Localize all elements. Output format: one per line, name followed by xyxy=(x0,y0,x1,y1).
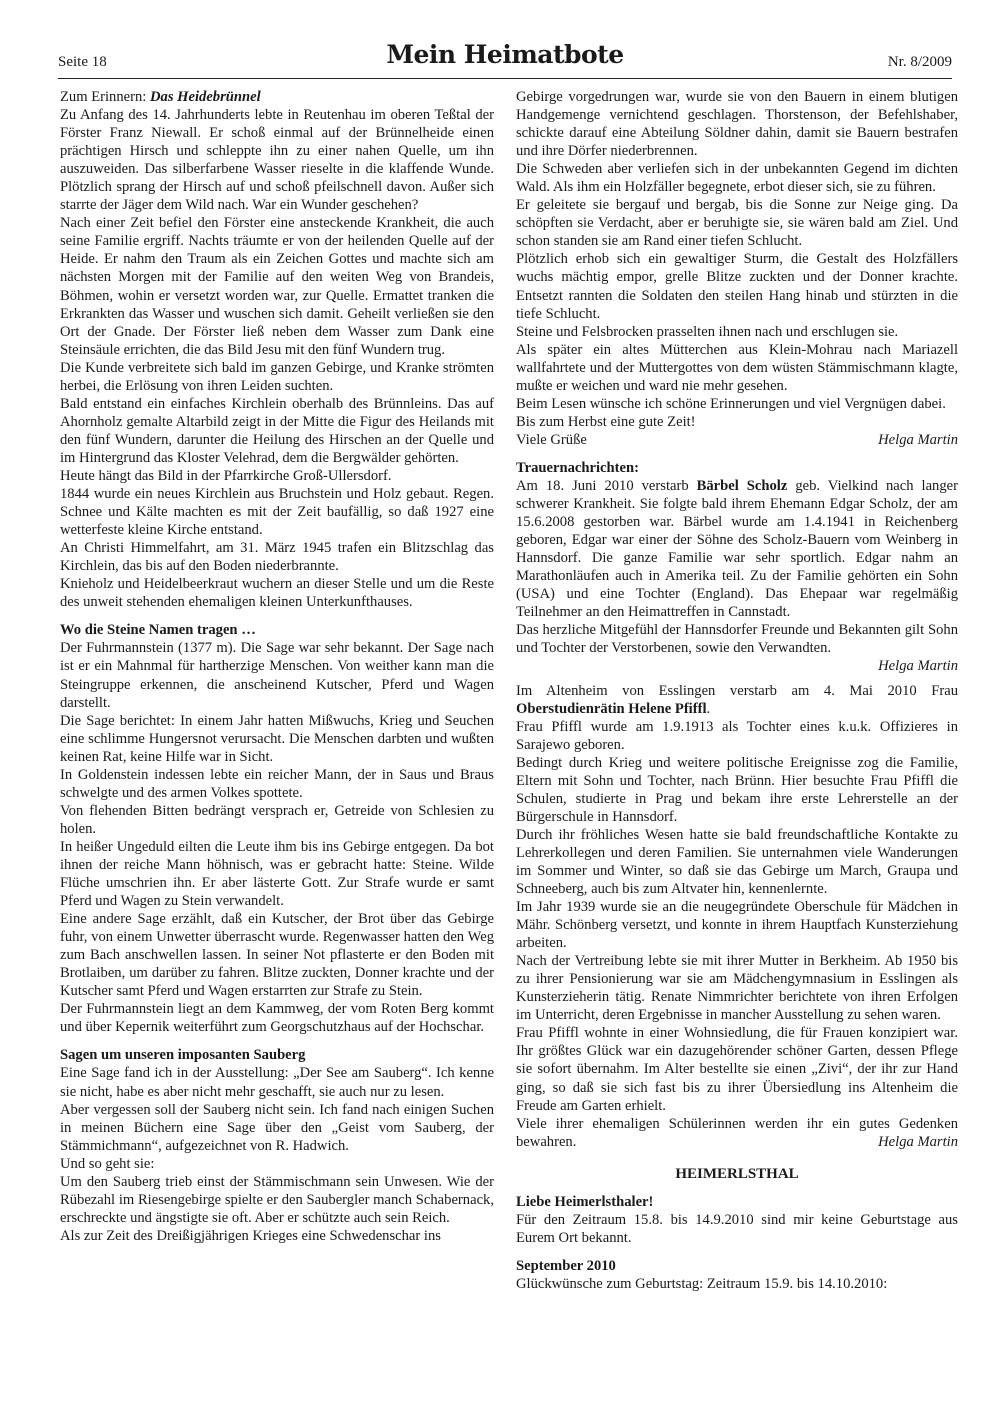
author-signature: Helga Martin xyxy=(878,1133,958,1150)
liebe-heading: Liebe Heimerlsthaler! xyxy=(516,1193,654,1210)
page-number: Seite 18 xyxy=(58,54,107,70)
obituary-pfiffl xyxy=(516,682,958,718)
paragraph: In heißer Ungeduld eilten die Leute ihm bis ins Gebirge entgegen. Da bot ihnen der reiche Mann höhnisch, was er gebracht hatte: Steine. Wilde Flüche umschrien ihn. Er aber lästerte Gott. Zur Strafe wurde er samt Pferd und Wagen zu Stein verwandelt. xyxy=(60,838,494,910)
paragraph: Knieholz und Heidelbeerkraut wuchern an dieser Stelle und um die Reste des unweit stehenden ehemaligen kleinen Unterkunfthauses. xyxy=(60,576,494,611)
paragraph: Die Sage berichtet: In einem Jahr hatten Mißwuchs, Krieg und Seuchen eine schlimme Hungersnot verursacht. Die Menschen darbten und wußten keinen Rat, keine Hilfe war in Sicht. xyxy=(60,712,494,765)
paragraph: Nach der Vertreibung lebte sie mit ihrer Mutter in Berkheim. Ab 1950 bis zu ihrer Pensionierung war sie am Mädchengymnasium in Esslingen als Kunsterzieherin tätig. Renate Nimmrichter berichtete von ihren Erfolgen im Unterricht, deren Ergebnisse in mancher Ausstellung zu sehen waren. xyxy=(516,953,958,1024)
paragraph: Als zur Zeit des Dreißigjährigen Krieges eine Schwedenschar ins xyxy=(60,1227,441,1244)
trauer-heading: Trauernachrichten: xyxy=(516,459,639,476)
header-rule xyxy=(58,78,952,79)
greeting: Viele Grüße xyxy=(516,431,587,448)
author-signature: Helga Martin xyxy=(878,431,958,448)
erinnern-title: Das Heidebrünnel xyxy=(149,89,261,105)
paragraph: Bis zum Herbst eine gute Zeit! xyxy=(516,413,696,430)
paragraph: Um den Sauberg trieb einst der Stämmischmann sein Unwesen. Wie der Rübezahl im Riesengebirge spielte er den Saubergler manch Schabernack, erschreckte und ängstigte sie oft. Aber er schützte auch sein Reich. xyxy=(60,1173,494,1226)
paragraph: Das herzliche Mitgefühl der Hannsdorfer Freunde und Bekannten gilt Sohn und Tochter der Verstorbenen, sowie den Verwandten. xyxy=(516,622,958,657)
paragraph: In Goldenstein indessen lebte ein reicher Mann, der in Saus und Braus schwelgte und des armen Volkes spottete. xyxy=(60,766,494,801)
section-heading-heimerlsthal: HEIMERLSTHAL xyxy=(675,1165,799,1182)
paragraph: Die Schweden aber verliefen sich in der unbekannten Gegend im dichten Wald. Als ihm ein Holzfäller begegnete, erbot dieser sich, sie zu führen. xyxy=(516,161,958,196)
paragraph: Viele ihrer ehemaligen Schülerinnen werden ihr ein gutes Gedenken bewahren. xyxy=(516,1115,958,1150)
paragraph: Frau Pfiffl wurde am 1.9.1913 als Tochter eines k.u.k. Offizieres in Sarajewo geboren. xyxy=(516,718,958,753)
signature-line xyxy=(516,657,958,675)
left-column xyxy=(60,88,494,1245)
paragraph: Bald entstand ein einfaches Kirchlein oberhalb des Brünnleins. Das auf Ahornholz gemalte Altarbild zeigt in der Mitte die Figur des Heilands mit den fünf Wundern, darunter die Heilung des Hirschen an der Quelle und im Hintergrund das Kloster Velehrad, dem die Bergwälder gehörten. xyxy=(60,395,494,466)
paragraph: Die Kunde verbreitete sich bald im ganzen Gebirge, und Kranke strömten herbei, die Erlösung von ihren Leiden suchten. xyxy=(60,359,494,394)
paragraph: Bedingt durch Krieg und weitere politische Ereignisse zog die Familie, Eltern mit Sohn und Tochter, nach Brünn. Hier besuchte Frau Pfiffl die Schulen, studierte in Prag und bekam ihre erste Lehrerstelle an der Bürgerschule in Hannsdorf. xyxy=(516,754,958,825)
issue-number: Nr. 8/2009 xyxy=(887,54,952,70)
paragraph: Zu Anfang des 14. Jahrhunderts lebte in Reutenhau im oberen Teßtal der Förster Franz Niewall. Er schoß einmal auf der Brünnelheide einen prächtigen Hirsch und schleppte ihn zu einer nahen Quelle, um ihn auszuweiden. Das silberfarbene Wasser rieselte in die klaffende Wunde. Plötzlich sprang der Hirsch auf und schoß pfeilschnell davon. Außer sich starrte der Jäger dem Wild nach. War ein Wunder geschehen? xyxy=(60,107,494,214)
deceased-name: Oberstudienrätin Helene Pfiffl xyxy=(516,700,707,717)
paragraph: 1844 wurde ein neues Kirchlein aus Bruchstein und Holz gebaut. Regen. Schnee und Kälte machten es mit der Zeit baufällig, so daß 1927 eine wetterfeste kleine Kirche entstand. xyxy=(60,486,494,539)
paragraph: Frau Pfiffl wohnte in einer Wohnsiedlung, die für Frauen konzipiert war. Ihr größtes Glück war ein dazugehörender schöner Garten, dessen Pflege sie sofort übernahm. Im Alter bestellte sie einen „Zivi“, der ihr zur Hand ging, so daß sie sich fast bis zu ihrer Übersiedlung ins Altenheim die Freude am Garten erhielt. xyxy=(516,1025,958,1114)
signature-line xyxy=(516,431,958,449)
sauberg-heading: Sagen um unseren imposanten Sauberg xyxy=(60,1047,306,1064)
text-run: geb. Vielkind nach langer schwerer Krankheit. Sie folgte bald ihrem Ehemann Edgar Scholz, der am 15.6.2008 gestorben war. Bärbel wurde am 1.4.1941 in Reichenberg geboren, Edgar war einer der Söhne des Scholz-Bauern vom Weinberg in Hannsdorf. Die ganze Familie war sehr sportlich. Edgar nahm an Marathonläufen auch in Amerika teil. Zu der Familie gehörten ein Sohn (USA) und eine Tochter (England). Das Ehepaar war regelmäßig Teilnehmer an den Heimattreffen in Cannstadt. xyxy=(516,477,958,621)
paragraph: Gebirge vorgedrungen war, wurde sie von den Bauern in einem blutigen Handgemenge vernichtend geschlagen. Thorstenson, der Befehlshaber, schickte darauf eine Abteilung Söldner dahin, damit sie Bauern bestrafen und ihre Dörfer niederbrennen. xyxy=(516,89,958,160)
author-signature: Helga Martin xyxy=(878,658,958,675)
paragraph: Steine und Felsbrocken prasselten ihnen nach und erschlugen sie. xyxy=(516,323,899,340)
paragraph: Eine Sage fand ich in der Ausstellung: „Der See am Sauberg“. Ich kenne sie nicht, habe es aber nicht mehr geschafft, sie auch nur zu lesen. xyxy=(60,1065,494,1100)
paragraph: Und so geht sie: xyxy=(60,1155,155,1172)
paragraph: Heute hängt das Bild in der Pfarrkirche Groß-Ullersdorf. xyxy=(60,467,392,484)
paragraph: Nach einer Zeit befiel den Förster eine ansteckende Krankheit, die auch seine Familie ergriff. Nachts träumte er von der heilenden Quelle auf der Heide. Er nahm den Traum als ein Zeichen Gottes und machte sich am nächsten Morgen mit der Familie auf den weiten Weg von Brandeis, Böhmen, wohin er versetzt worden war, zur Quelle. Ermattet tranken die Erkrankten das Wasser und wuschen sich damit. Geheilt verließen sie den Ort der Gnade. Der Förster ließ neben dem Wasser zum Dank eine Steinsäule errichten, die das Bild Jesu mit den fünf Wundern trug. xyxy=(60,215,494,358)
page-header xyxy=(58,40,952,82)
paragraph: Aber vergessen soll der Sauberg nicht sein. Ich fand nach einigen Suchen in meinen Büchern eine Sage über den „Geist vom Sauberg, der Stämmichmann“, aufgezeichnet von R. Hadwich. xyxy=(60,1101,494,1154)
newspaper-masthead: Mein Heimatbote xyxy=(386,40,624,69)
paragraph: Eine andere Sage erzählt, daß ein Kutscher, der Brot über das Gebirge fuhr, von einem Unwetter überrascht wurde. Regenwasser hatten den Weg zum Bach anschwellen lassen. In seiner Not pflasterte er den Boden mit Brotlaiben, um darüber zu fahren. Blitze zuckten, Donner krachte und der Kutscher samt Pferd und Wagen erstarrten zur Strafe zu Stein. xyxy=(60,911,494,1000)
paragraph: Der Fuhrmannstein (1377 m). Die Sage war sehr bekannt. Der Sage nach ist er ein Mahnmal für hartherzige Menschen. Von weither kann man die Steingruppe erkennen, die anscheinend Kutscher, Pferd und Wagen darstellt. xyxy=(60,640,494,711)
paragraph: An Christi Himmelfahrt, am 31. März 1945 trafen ein Blitzschlag das Kirchlein, das bis auf den Boden niederbrannte. xyxy=(60,540,494,575)
text-run: . xyxy=(706,700,711,717)
paragraph: Von flehenden Bitten bedrängt versprach er, Getreide von Schlesien zu holen. xyxy=(60,802,494,837)
obituary-scholz xyxy=(516,477,958,621)
paragraph: Durch ihr fröhliches Wesen hatte sie bald freundschaftliche Kontakte zu Lehrerkollegen und deren Familien. Sie unternahmen viele Wanderungen im Sommer und Winter, so daß sie das Gebirge um March, Graupa und Schneeberg, auch bis zum Altvater hin, kennenlernte. xyxy=(516,826,958,898)
erinnern-label: Zum Erinnern: xyxy=(60,89,150,105)
right-column xyxy=(516,88,958,1293)
steine-heading: Wo die Steine Namen tragen … xyxy=(60,622,256,639)
erinnern-heading xyxy=(60,88,494,106)
paragraph: Glückwünsche zum Geburtstag: Zeitraum 15.9. bis 14.10.2010: xyxy=(516,1276,888,1292)
text-run: Im Altenheim von Esslingen verstarb am 4. Mai 2010 Frau xyxy=(516,682,958,699)
paragraph: Er geleitete sie bergauf und bergab, bis die Sonne zur Neige ging. Da schöpften sie Verdacht, aber er beruhigte sie, sie wären bald am Ziel. Und schon standen sie am Rand einer tiefen Schlucht. xyxy=(516,197,958,250)
text-run: Am 18. Juni 2010 verstarb xyxy=(516,477,697,494)
paragraph: Beim Lesen wünsche ich schöne Erinnerungen und viel Vergnügen dabei. xyxy=(516,395,946,412)
september-heading: September 2010 xyxy=(516,1257,616,1274)
paragraph: Der Fuhrmannstein liegt an dem Kammweg, der vom Roten Berg kommt und über Kepernik weiterführt zum Georgschutzhaus auf der Hochschar. xyxy=(60,1001,494,1036)
paragraph: Für den Zeitraum 15.8. bis 14.9.2010 sind mir keine Geburtstage aus Eurem Ort bekannt. xyxy=(516,1211,958,1246)
paragraph: Als später ein altes Mütterchen aus Klein-Mohrau nach Mariazell wallfahrtete und der Muttergottes von dem wüsten Stämmischmann klagte, mußte er weichen und ward nie mehr gesehen. xyxy=(516,341,958,394)
deceased-name: Bärbel Scholz xyxy=(696,477,788,494)
paragraph: Plötzlich erhob sich ein gewaltiger Sturm, die Gestalt des Holzfällers wuchs mächtig empor, grelle Blitze zuckten und der Donner krachte. Entsetzt rannten die Soldaten den steilen Hang hinab und stürzten in die tiefe Schlucht. xyxy=(516,251,958,322)
paragraph: Im Jahr 1939 wurde sie an die neugegründete Oberschule für Mädchen in Mähr. Schönberg versetzt, und konnte in ihrem Hauptfach Kunsterziehung arbeiten. xyxy=(516,899,958,952)
